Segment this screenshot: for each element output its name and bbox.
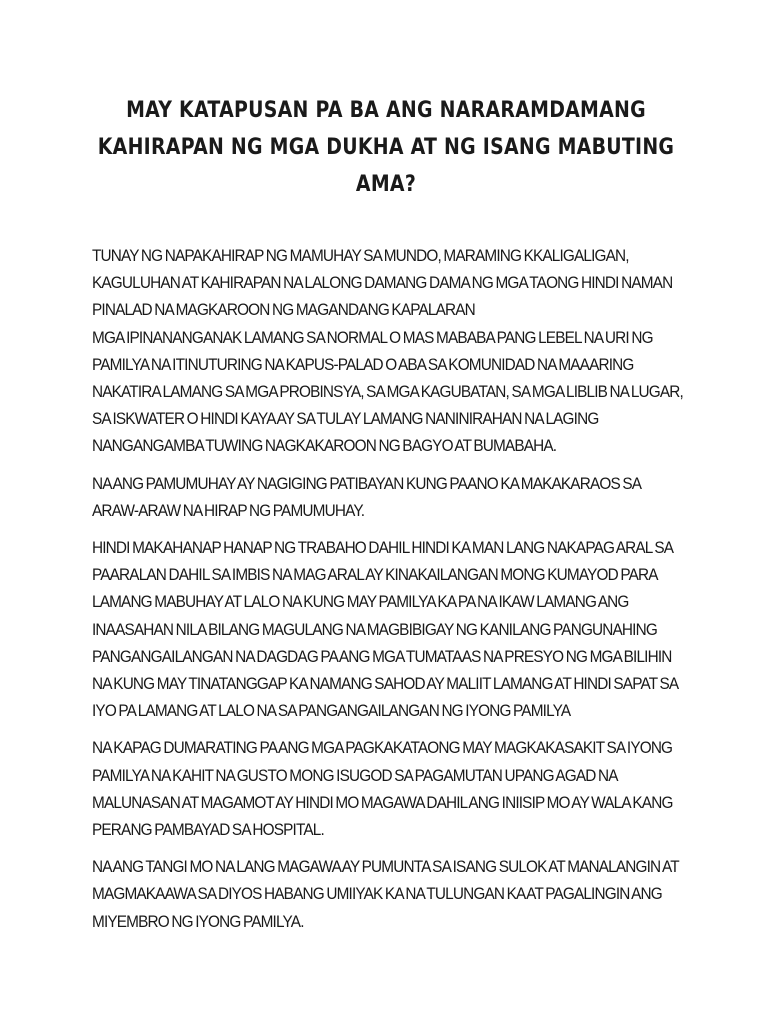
document-body xyxy=(92,243,683,936)
paragraph: NA KAPAG DUMARATING PA ANG MGA PAGKAKATAONG MAY MAGKAKASAKIT SA IYONG PAMILYA NA KAHIT NA GUSTO MONG ISUGOD SA PAGAMUTAN UPANG AGAD NA MALUNASAN AT MAGAMOT AY HINDI MO MAGAWA DAHIL ANG INIISIP MO AY WALA KANG PERANG PAMBAYAD SA HOSPITAL. xyxy=(92,739,673,840)
document-title: MAY KATAPUSAN PA BA ANG NARARAMDAMANG KAHIRAPAN NG MGA DUKHA AT NG ISANG MABUTING AMA? xyxy=(97,98,675,197)
paragraph: NA ANG PAMUMUHAY AY NAGIGING PATIBAYAN KUNG PAANO KA MAKAKARAOS SA ARAW-ARAW NA HIRAP NG PAMUMUHAY. xyxy=(92,474,641,520)
paragraph: TUNAY NG NAPAKAHIRAP NG MAMUHAY SA MUNDO, MARAMING KKALIGALIGAN, KAGULUHAN AT KAHIRAPAN NA LALONG DAMANG DAMA NG MGA TAONG HINDI NAMAN PINALAD NA MAGKAROON NG MAGANDANG KAPALARAN xyxy=(92,247,673,320)
paragraph: NA ANG TANGI MO NA LANG MAGAWA AY PUMUNTA SA ISANG SULOK AT MANALANGIN AT MAGMAKAAWA SA DIYOS HABANG UMIIYAK KA NA TULUNGAN KA AT PAGALINGIN ANG MIYEMBRO NG IYONG PAMILYA. xyxy=(92,858,679,931)
paragraph: MGA IPINANANGANAK LAMANG SA NORMAL O MAS MABABA PANG LEBEL NA URI NG PAMILYA NA ITINUTURING NA KAPUS-PALAD O ABA SA KOMUNIDAD NA MAAARING NAKATIRA LAMANG SA MGA PROBINSYA, SA MGA KAGUBATAN, SA MGA LIBLIB NA LUGAR, SA ISKWATER O HINDI KAYA AY SA TULAY LAMANG NANINIRAHAN NA LAGING NANGANGAMBA TUWING NAGKAKAROON NG BAGYO AT BUMABAHA. xyxy=(92,328,683,456)
paragraph: HINDI MAKAHANAP HANAP NG TRABAHO DAHIL HINDI KA MAN LANG NAKAPAG ARAL SA PAARALAN DAHIL SA IMBIS NA MAG ARAL AY KINAKAILANGAN MONG KUMAYOD PARA LAMANG MABUHAY AT LALO NA KUNG MAY PAMILYA KA PA NA IKAW LAMANG ANG INAASAHAN NILA BILANG MAGULANG NA MAGBIBIGAY NG KANILANG PANGUNAHING PANGANGAILANGAN NA DAGDAG PA ANG MGA TUMATAAS NA PRESYO NG MGA BILIHIN NA KUNG MAY TINATANGGAP KA NAMANG SAHOD AY MALIIT LAMANG AT HINDI SAPAT SA IYO PA LAMANG AT LALO NA SA PANGANGAILANGAN NG IYONG PAMILYA xyxy=(92,539,678,721)
